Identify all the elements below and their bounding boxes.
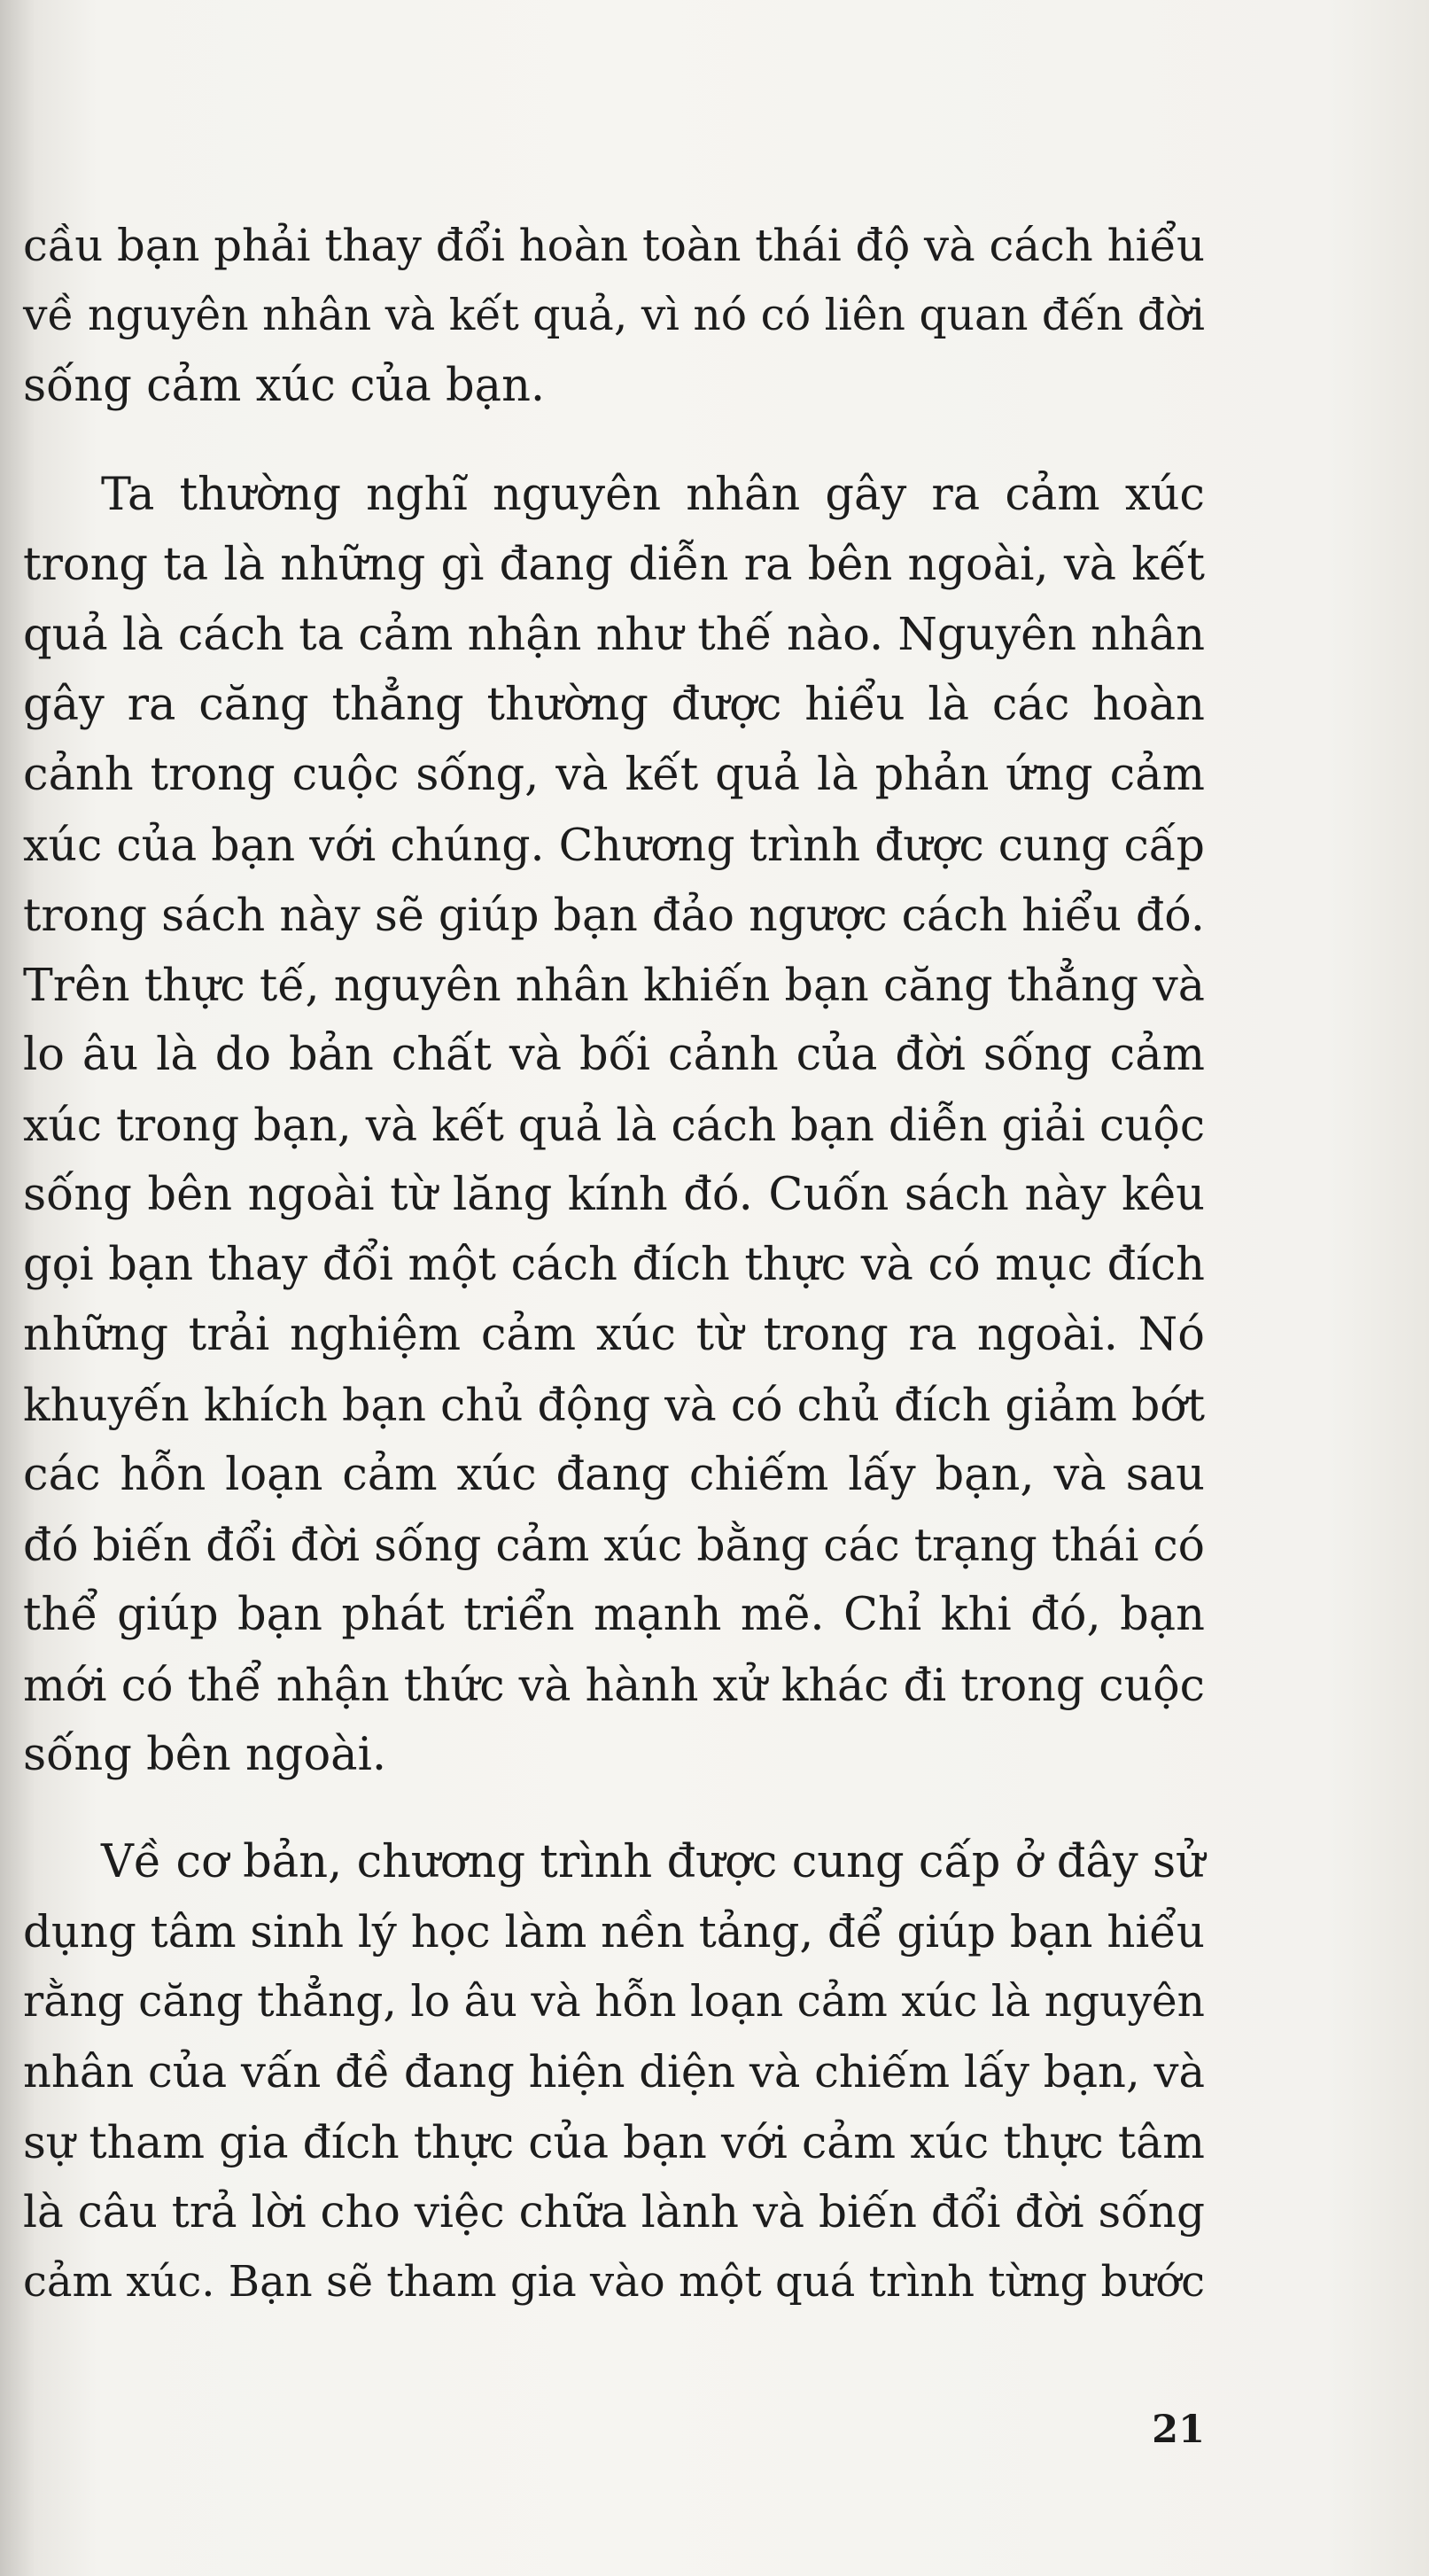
text-line: các hỗn loạn cảm xúc đang chiếm lấy bạn, và sau xyxy=(23,1449,1205,1501)
paragraph-2 xyxy=(23,460,1205,1790)
text-line: sống cảm xúc của bạn. xyxy=(23,360,546,412)
text-line: xúc của bạn với chúng. Chương trình được cung cấp xyxy=(23,819,1205,871)
page-number: 21 xyxy=(1152,2408,1205,2452)
text-line: Trên thực tế, nguyên nhân khiến bạn căng thẳng và xyxy=(23,959,1205,1011)
text-line: mới có thể nhận thức và hành xử khác đi trong cuộc xyxy=(23,1659,1205,1711)
text-line: rằng căng thẳng, lo âu và hỗn loạn cảm xúc là nguyên xyxy=(23,1977,1205,2027)
text-line: là câu trả lời cho việc chữa lành và biến đổi đời sống xyxy=(23,2186,1205,2237)
text-line: về nguyên nhân và kết quả, vì nó có liên quan đến đời xyxy=(23,291,1205,340)
text-line: quả là cách ta cảm nhận như thế nào. Nguyên nhân xyxy=(23,609,1205,661)
paragraph-1 xyxy=(23,211,1205,421)
text-line: sự tham gia đích thực của bạn với cảm xúc thực tâm xyxy=(23,2116,1205,2168)
text-line: trong ta là những gì đang diễn ra bên ngoài, và kết xyxy=(23,539,1205,591)
text-line: sống bên ngoài. xyxy=(23,1729,387,1781)
text-line: những trải nghiệm cảm xúc từ trong ra ngoài. Nó xyxy=(23,1309,1205,1361)
text-line: lo âu là do bản chất và bối cảnh của đời sống cảm xyxy=(23,1029,1205,1081)
text-line: Ta thường nghĩ nguyên nhân gây ra cảm xúc xyxy=(101,469,1205,521)
text-line: cảm xúc. Bạn sẽ tham gia vào một quá trình từng bước xyxy=(23,2257,1205,2307)
text-line: Về cơ bản, chương trình được cung cấp ở đây sử xyxy=(101,1836,1205,1888)
text-line: nhân của vấn đề đang hiện diện và chiếm lấy bạn, và xyxy=(23,2046,1205,2097)
text-line: gọi bạn thay đổi một cách đích thực và có mục đích xyxy=(23,1239,1205,1291)
text-line: cầu bạn phải thay đổi hoàn toàn thái độ và cách hiểu xyxy=(23,220,1205,271)
text-line: gây ra căng thẳng thường được hiểu là các hoàn xyxy=(23,679,1205,731)
text-line: dụng tâm sinh lý học làm nền tảng, để giúp bạn hiểu xyxy=(23,1906,1205,1957)
text-line: trong sách này sẽ giúp bạn đảo ngược cách hiểu đó. xyxy=(23,889,1205,941)
text-line: khuyến khích bạn chủ động và có chủ đích giảm bớt xyxy=(23,1379,1205,1431)
text-line: xúc trong bạn, và kết quả là cách bạn diễn giải cuộc xyxy=(23,1099,1205,1151)
text-line: sống bên ngoài từ lăng kính đó. Cuốn sách này kêu xyxy=(23,1169,1205,1221)
text-line: cảnh trong cuộc sống, và kết quả là phản ứng cảm xyxy=(23,749,1205,801)
text-line: đó biến đổi đời sống cảm xúc bằng các trạng thái có xyxy=(23,1519,1205,1571)
paragraph-3 xyxy=(23,1827,1205,2317)
body-text xyxy=(23,211,1205,2354)
text-line: thể giúp bạn phát triển mạnh mẽ. Chỉ khi đó, bạn xyxy=(23,1589,1205,1641)
